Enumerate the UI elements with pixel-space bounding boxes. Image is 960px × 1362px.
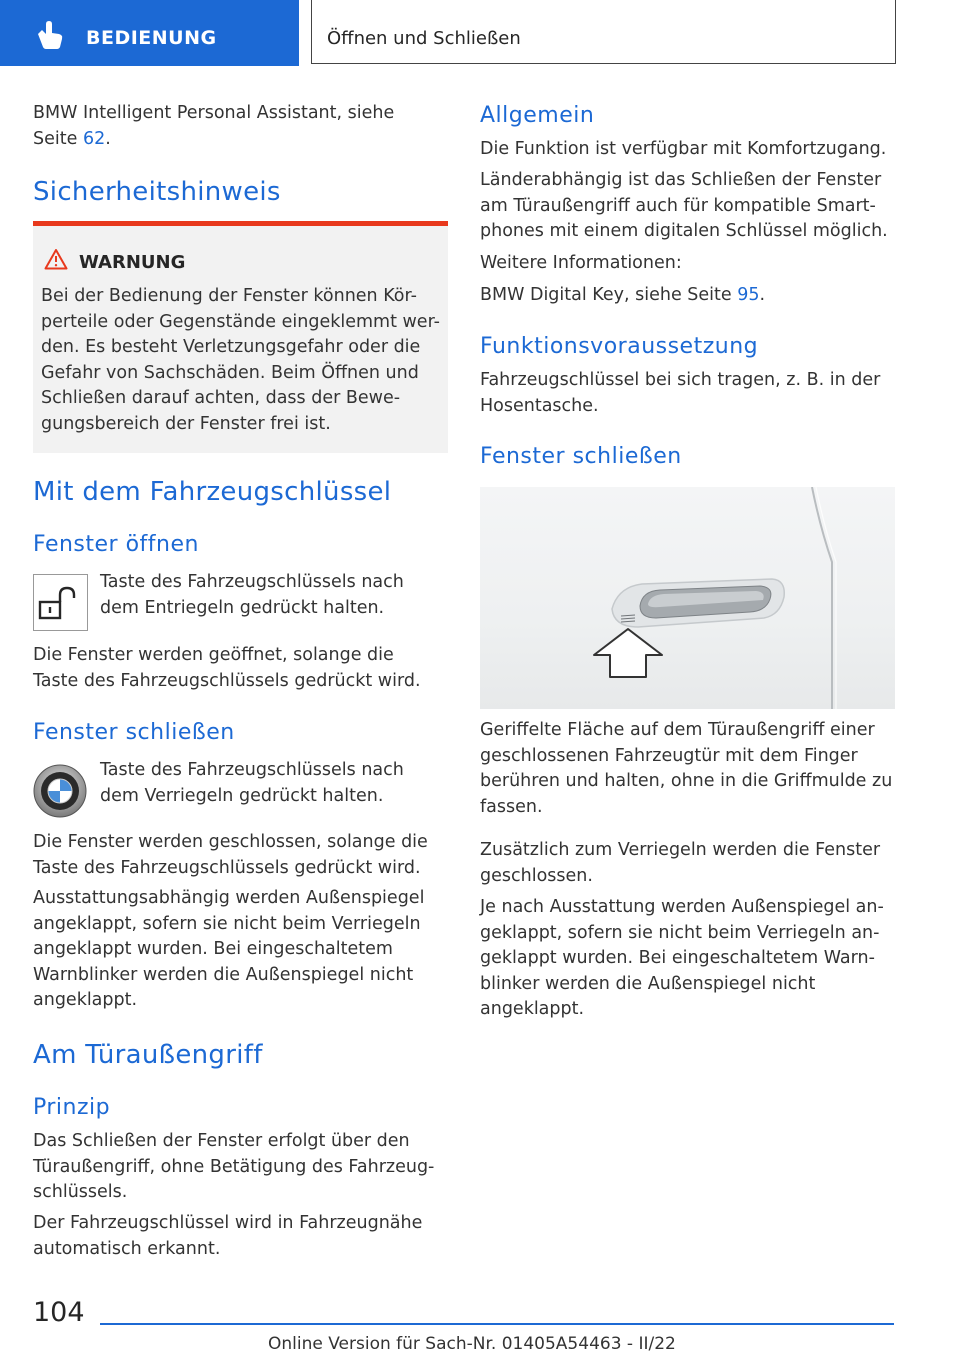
text-line: Das Schließen der Fenster erfolgt über den (33, 1131, 410, 1151)
text-line: am Türaußengriff auch für kompatible Smart- (480, 195, 876, 216)
page-header (311, 0, 896, 64)
text-line: geklappt wurden. Bei eingeschaltetem Warn- (480, 948, 875, 968)
extra-body-1 (480, 838, 880, 889)
text-line: geklappt, sofern sie nicht beim Verriegeln an- (480, 922, 880, 943)
text-line: geschlossen. (480, 865, 593, 886)
warning-text (41, 284, 441, 437)
online-version-text: Online Version für Sach-Nr. 01405A54463 - II/22 (268, 1334, 676, 1354)
text-line: Ausstattungsabhängig werden Außenspiegel (33, 888, 425, 908)
text-line: Je nach Ausstattung werden Außenspiegel an- (480, 897, 884, 917)
door-handle-heading: Am Türaußengriff (33, 1040, 263, 1070)
text-line: Der Fahrzeugschlüssel wird in Fahrzeugnähe (33, 1213, 423, 1233)
text-line: BMW Digital Key, siehe Seite (480, 285, 738, 305)
more-info: Weitere Informationen: (480, 253, 682, 273)
text-line: Länderabhängig ist das Schließen der Fenster (480, 170, 882, 190)
text-line: angeklappt wurden. Bei eingeschaltetem (33, 939, 393, 959)
close-body-1 (33, 830, 428, 881)
close-body-2 (33, 886, 424, 1014)
general-body-2 (480, 168, 888, 245)
text-line: fassen. (480, 796, 543, 817)
general-body-1: Die Funktion ist verfügbar mit Komfortzugang. (480, 139, 887, 159)
text-line: Taste des Fahrzeugschlüssels nach (100, 760, 404, 780)
text-line: phones mit einem digitalen Schlüssel möglich. (480, 221, 888, 241)
warning-triangle-icon (44, 248, 68, 270)
warning-line: Bei der Bedienung der Fenster können Kör- (41, 286, 417, 306)
section-label: BEDIENUNG (86, 27, 217, 49)
text-line: Hosentasche. (480, 395, 599, 416)
text-line: schlüssels. (33, 1182, 128, 1202)
text-line: dem Verriegeln gedrückt halten. (100, 785, 384, 806)
photo-caption (480, 718, 892, 820)
warning-line: perteile oder Gegenstände eingeklemmt wer- (41, 311, 440, 332)
safety-heading: Sicherheitshinweis (33, 177, 281, 207)
close-icon-text (100, 758, 404, 809)
intro-line: Seite (33, 128, 83, 149)
footer-divider (100, 1323, 894, 1325)
close-window-heading: Fenster schließen (33, 720, 235, 745)
text-line: blinker werden die Außenspiegel nicht (480, 973, 816, 994)
page-link-62[interactable]: 62 (82, 128, 106, 149)
principle-heading: Prinzip (33, 1095, 111, 1120)
principle-body-1 (33, 1129, 434, 1206)
principle-body-2 (33, 1211, 422, 1262)
text-line: Türaußengriff, ohne Betätigung des Fahrzeug- (33, 1156, 435, 1177)
text-line: Zusätzlich zum Verriegeln werden die Fenster (480, 840, 881, 860)
open-body (33, 643, 421, 694)
text-line: dem Entriegeln gedrückt halten. (100, 597, 385, 618)
general-heading: Allgemein (480, 103, 595, 128)
key-heading: Mit dem Fahrzeugschlüssel (33, 477, 392, 507)
text-line: angeklappt. (480, 999, 585, 1019)
text-line: Geriffelte Fläche auf dem Türaußengriff einer (480, 720, 875, 740)
precondition-heading: Funktionsvoraussetzung (480, 334, 759, 359)
page-link-95[interactable]: 95 (737, 285, 760, 305)
page-number: 104 (33, 1297, 85, 1328)
intro-text (33, 101, 394, 152)
extra-body-2 (480, 895, 884, 1023)
section-tab[interactable] (0, 0, 299, 66)
text-line: Taste des Fahrzeugschlüssels gedrückt wird. (33, 670, 421, 691)
text-line: Die Fenster werden geschlossen, solange die (33, 832, 428, 852)
precondition-body (480, 368, 880, 419)
warning-box (33, 221, 448, 453)
text-line: geschlossenen Fahrzeugtür mit dem Finger (480, 745, 858, 766)
text-line: Die Fenster werden geöffnet, solange die (33, 645, 394, 665)
text-line: automatisch erkannt. (33, 1238, 221, 1259)
intro-line: BMW Intelligent Personal Assistant, siehe (33, 103, 395, 123)
warning-title: WARNUNG (79, 252, 186, 273)
text-line: angeklappt. (33, 990, 138, 1010)
text-line: Taste des Fahrzeugschlüssels nach (100, 572, 404, 592)
bmw-key-button-icon (33, 761, 88, 818)
warning-line: Schließen darauf achten, dass der Bewe- (41, 388, 401, 408)
warning-line: den. Es besteht Verletzungsgefahr oder die (41, 337, 421, 357)
door-handle-photo (480, 487, 895, 709)
text-line: Fahrzeugschlüssel bei sich tragen, z. B. in der (480, 370, 881, 390)
text-line: berühren und halten, ohne in die Griffmulde zu (480, 771, 893, 791)
intro-suffix: . (105, 128, 111, 149)
digital-key-ref (480, 283, 765, 309)
warning-line: gungsbereich der Fenster frei ist. (41, 413, 331, 434)
text-line: angeklappt, sofern sie nicht beim Verriegeln (33, 913, 421, 934)
warning-line: Gefahr von Sachschäden. Beim Öffnen und (41, 362, 419, 383)
text-line: Taste des Fahrzeugschlüssels gedrückt wird. (33, 857, 421, 878)
page-title: Öffnen und Schließen (327, 28, 521, 49)
unlock-key-icon (33, 574, 88, 631)
open-window-heading: Fenster öffnen (33, 532, 199, 557)
text-line: Warnblinker werden die Außenspiegel nicht (33, 964, 414, 985)
open-icon-text (100, 570, 404, 621)
close-window-heading-right: Fenster schließen (480, 444, 682, 469)
text-suffix: . (759, 285, 766, 305)
hand-pointer-icon (32, 20, 66, 50)
